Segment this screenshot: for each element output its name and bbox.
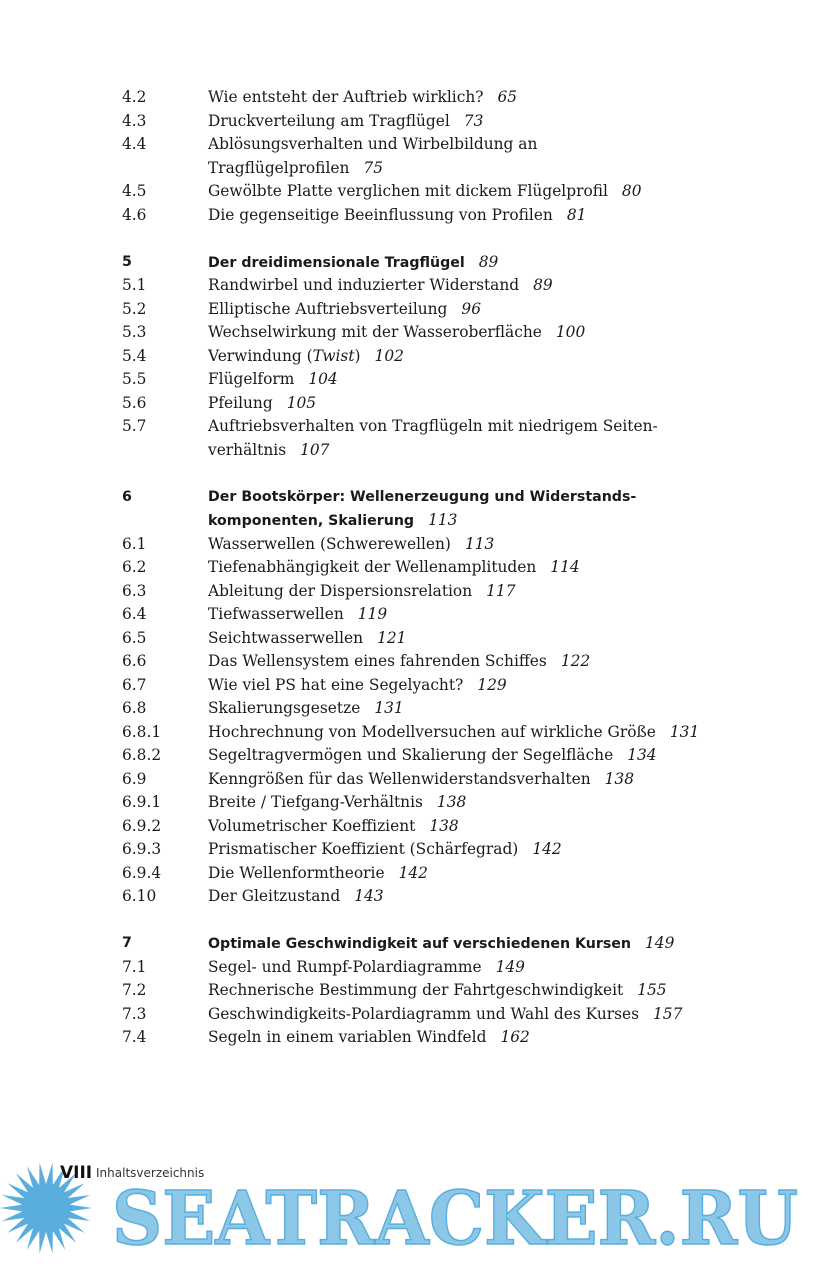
toc-number: 5.5 [122, 370, 147, 388]
toc-page: 113 [464, 534, 495, 553]
toc-title: Flügelform 104 [208, 370, 338, 388]
toc-number: 6.9.1 [122, 793, 162, 811]
toc-page: 89 [533, 276, 553, 294]
toc-page: 65 [497, 88, 518, 106]
toc-entry [122, 133, 782, 180]
toc-entry [122, 862, 782, 886]
toc-entry [122, 321, 782, 345]
toc-number: 6.10 [122, 887, 157, 905]
toc-entry [122, 768, 782, 792]
toc-page: 149 [645, 934, 675, 952]
toc-title: Der Bootskörper: Wellenerzeugung und Widerstands-komponenten, Skalierung 113 [208, 488, 637, 529]
toc-title: Optimale Geschwindigkeit auf verschiedenen Kursen 149 [208, 934, 675, 952]
toc-entry [122, 533, 782, 557]
toc-title: Segeln in einem variablen Windfeld 162 [208, 1028, 530, 1046]
toc-number: 6.4 [122, 605, 147, 623]
toc-number: 4.6 [122, 205, 147, 224]
toc-entry [122, 791, 782, 815]
toc-chapter [122, 251, 782, 275]
toc-page: 162 [500, 1028, 530, 1046]
toc-page: 117 [486, 581, 516, 600]
toc-number: 7 [122, 935, 132, 951]
toc-number: 6.7 [122, 675, 147, 694]
toc-entry [122, 368, 782, 392]
toc-page: 105 [286, 393, 317, 412]
toc-page: 138 [436, 793, 467, 811]
toc-entry [122, 885, 782, 909]
toc-title: Die Wellenformtheorie 142 [208, 863, 428, 882]
toc-entry [122, 697, 782, 721]
toc-page: 122 [560, 652, 591, 670]
toc-page: 102 [374, 346, 404, 365]
toc-title: Geschwindigkeits-Polardiagramm und Wahl des Kurses 157 [208, 1004, 683, 1023]
toc-number: 6.9.3 [122, 840, 162, 858]
toc-number: 4.3 [122, 111, 147, 130]
toc-title: Ablösungsverhalten und Wirbelbildung an Tragflügelprofilen 75 [208, 135, 538, 177]
toc-page: 131 [374, 699, 404, 717]
toc-page: 134 [627, 746, 657, 764]
toc-page: 142 [532, 840, 562, 858]
toc-title: Ableitung der Dispersionsrelation 117 [208, 581, 516, 600]
toc-title: Verwindung (Twist) 102 [208, 346, 404, 365]
toc-title: Der dreidimensionale Tragflügel 89 [208, 252, 499, 271]
toc-number: 6 [122, 488, 132, 505]
page-footer [0, 1150, 814, 1260]
toc-chapter [122, 932, 782, 956]
toc-number: 6.9.4 [122, 863, 162, 882]
toc-title: Rechnerische Bestimmung der Fahrtgeschwindigkeit 155 [208, 981, 667, 999]
toc-number: 4.2 [122, 88, 147, 106]
toc-entry [122, 556, 782, 580]
toc-entry [122, 345, 782, 369]
toc-page: 119 [357, 605, 388, 623]
toc-number: 6.1 [122, 534, 147, 553]
toc-page: 138 [429, 816, 459, 835]
toc-page: 73 [463, 111, 484, 130]
toc-entry [122, 392, 782, 416]
toc-title: Auftriebsverhalten von Tragflügeln mit niedrigem Seiten-verhältnis 107 [208, 417, 658, 459]
toc-number: 5.1 [122, 276, 147, 294]
toc-entry [122, 721, 782, 745]
toc-entry [122, 815, 782, 839]
toc-entry [122, 180, 782, 204]
toc-page: 89 [478, 252, 499, 271]
table-of-contents [122, 86, 782, 1050]
toc-entry [122, 86, 782, 110]
toc-title: Randwirbel und induzierter Widerstand 89 [208, 276, 553, 294]
toc-number: 7.3 [122, 1004, 147, 1023]
toc-title: Skalierungsgesetze 131 [208, 699, 404, 717]
watermark-logo [112, 1180, 802, 1252]
toc-number: 6.9 [122, 769, 147, 788]
toc-page: 149 [495, 957, 525, 976]
toc-number: 6.8 [122, 699, 147, 717]
toc-page: 131 [669, 722, 700, 741]
toc-entry [122, 1003, 782, 1027]
toc-page: 81 [566, 205, 587, 224]
toc-entry [122, 204, 782, 228]
toc-entry [122, 1026, 782, 1050]
toc-entry [122, 110, 782, 134]
toc-page: 155 [637, 981, 667, 999]
toc-title: Der Gleitzustand 143 [208, 887, 384, 905]
toc-page: 104 [308, 370, 338, 388]
toc-entry [122, 627, 782, 651]
toc-number: 6.9.2 [122, 816, 162, 835]
toc-page: 113 [428, 511, 458, 529]
toc-number: 5.6 [122, 393, 147, 412]
toc-chapter [122, 486, 782, 533]
toc-title: Wie viel PS hat eine Segelyacht? 129 [208, 675, 507, 694]
toc-number: 5.7 [122, 417, 147, 435]
toc-page: 138 [604, 769, 634, 788]
toc-title: Das Wellensystem eines fahrenden Schiffes 122 [208, 652, 591, 670]
toc-entry [122, 674, 782, 698]
toc-page: 96 [461, 299, 482, 318]
toc-number: 7.4 [122, 1028, 147, 1046]
toc-title: Wechselwirkung mit der Wasseroberfläche 100 [208, 323, 586, 341]
toc-number: 6.5 [122, 628, 147, 647]
toc-entry [122, 603, 782, 627]
toc-title: Breite / Tiefgang-Verhältnis 138 [208, 793, 467, 811]
toc-title: Segeltragvermögen und Skalierung der Segelfläche 134 [208, 746, 657, 764]
toc-entry [122, 415, 782, 462]
toc-page: 157 [653, 1004, 683, 1023]
toc-title: Hochrechnung von Modellversuchen auf wirkliche Größe 131 [208, 722, 700, 741]
toc-number: 6.2 [122, 558, 147, 576]
toc-title: Pfeilung 105 [208, 393, 317, 412]
toc-title: Die gegenseitige Beeinflussung von Profilen 81 [208, 205, 587, 224]
toc-entry [122, 979, 782, 1003]
toc-number: 4.5 [122, 182, 147, 200]
toc-page: 75 [363, 158, 383, 177]
toc-title: Kenngrößen für das Wellenwiderstandsverhalten 138 [208, 769, 634, 788]
toc-entry [122, 838, 782, 862]
toc-number: 4.4 [122, 135, 147, 153]
toc-number: 7.1 [122, 957, 147, 976]
toc-number: 6.3 [122, 581, 147, 600]
toc-page: 143 [354, 887, 384, 905]
toc-entry [122, 274, 782, 298]
toc-page: 114 [550, 558, 580, 576]
toc-number: 7.2 [122, 981, 147, 999]
toc-page: 100 [555, 323, 586, 341]
page-number: VIII [60, 1163, 93, 1183]
toc-number: 5.4 [122, 346, 147, 365]
toc-number: 6.6 [122, 652, 147, 670]
toc-title: Volumetrischer Koeffizient 138 [208, 816, 459, 835]
toc-entry [122, 650, 782, 674]
toc-entry [122, 744, 782, 768]
toc-page: 129 [477, 675, 507, 694]
toc-title: Gewölbte Platte verglichen mit dickem Flügelprofil 80 [208, 182, 642, 200]
toc-entry [122, 956, 782, 980]
toc-page: 80 [621, 182, 642, 200]
toc-page: 121 [377, 628, 407, 647]
toc-entry [122, 580, 782, 604]
toc-title: Prismatischer Koeffizient (Schärfegrad) 142 [208, 840, 562, 858]
toc-number: 6.8.2 [122, 746, 162, 764]
toc-page: 142 [398, 863, 428, 882]
running-head: Inhaltsverzeichnis [96, 1166, 205, 1180]
toc-title: Wie entsteht der Auftrieb wirklich? 65 [208, 88, 518, 106]
toc-title: Druckverteilung am Tragflügel 73 [208, 111, 484, 130]
watermark-text: SEATRACKER.RU [112, 1180, 798, 1252]
toc-page: 107 [300, 440, 330, 459]
toc-title: Tiefenabhängigkeit der Wellenamplituden 114 [208, 558, 580, 576]
toc-title: Tiefwasserwellen 119 [208, 605, 388, 623]
toc-title: Seichtwasserwellen 121 [208, 628, 407, 647]
toc-number: 5.3 [122, 323, 147, 341]
toc-entry [122, 298, 782, 322]
toc-number: 6.8.1 [122, 722, 162, 741]
toc-number: 5 [122, 253, 132, 270]
toc-title: Wasserwellen (Schwerewellen) 113 [208, 534, 495, 553]
toc-number: 5.2 [122, 299, 147, 318]
toc-title: Elliptische Auftriebsverteilung 96 [208, 299, 482, 318]
toc-title: Segel- und Rumpf-Polardiagramme 149 [208, 957, 525, 976]
